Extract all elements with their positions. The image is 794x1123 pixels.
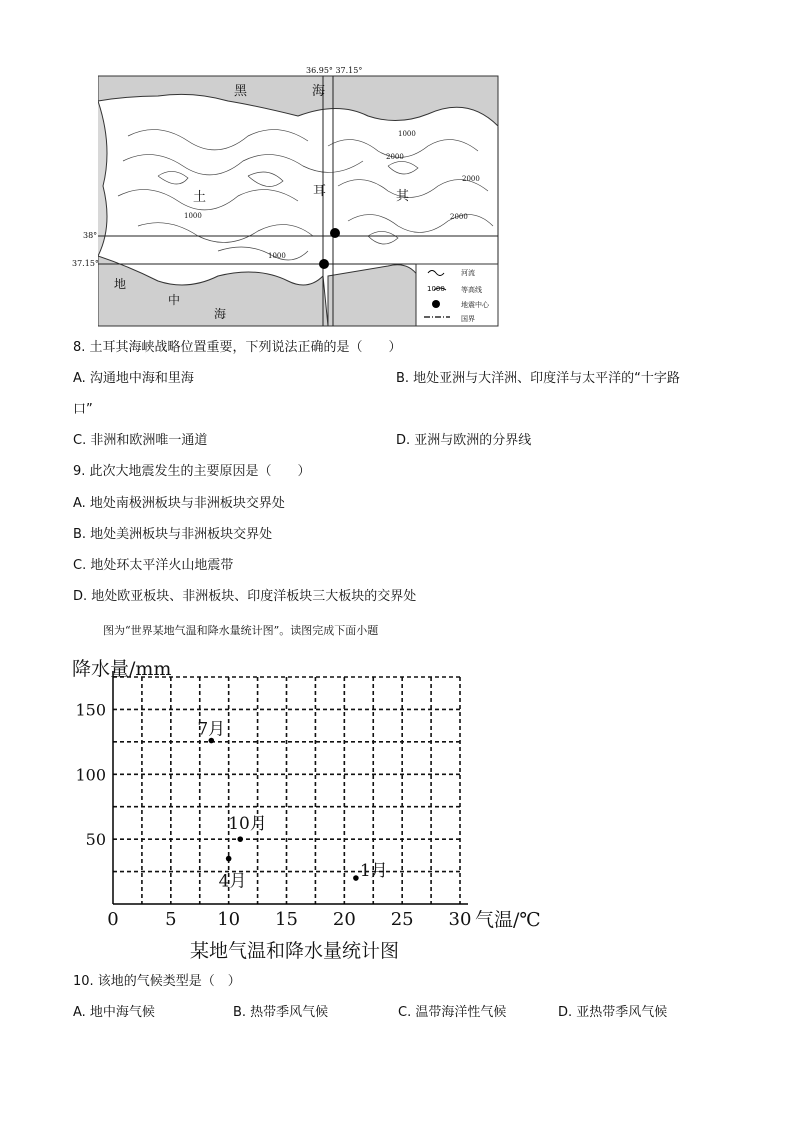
q10-option-b[interactable]: B. 热带季风气候 xyxy=(233,1005,329,1020)
map-label-turkey-2: 耳 xyxy=(313,184,327,199)
contour-label: 2000 xyxy=(462,175,480,183)
map-label-black-sea-1: 黑 xyxy=(234,84,248,99)
point-label: 1月 xyxy=(359,861,388,882)
epicenter-marker xyxy=(319,259,329,269)
data-point xyxy=(226,856,232,862)
map-label-med-3: 海 xyxy=(214,307,227,321)
contour-label: 1000 xyxy=(398,130,416,138)
point-label: 7月 xyxy=(197,719,226,740)
x-tick-label: 5 xyxy=(165,909,177,930)
x-tick-label: 20 xyxy=(332,909,356,930)
x-tick-label: 10 xyxy=(217,909,241,930)
legend-contour-label: 等高线 xyxy=(461,286,482,294)
q8-option-c[interactable]: C. 非洲和欧洲唯一通道 xyxy=(73,433,208,448)
q10-option-d[interactable]: D. 亚热带季风气候 xyxy=(558,1005,668,1020)
map-latitude-3715: 37.15° xyxy=(72,259,99,268)
q8-option-b[interactable]: B. 地处亚洲与大洋洲、印度洋与太平洋的“十字路 xyxy=(396,371,680,386)
legend-epicenter-label: 地震中心 xyxy=(461,301,489,309)
q8-option-a[interactable]: A. 沟通地中海和里海 xyxy=(73,371,194,386)
chart-xlabel: 气温/℃ xyxy=(475,909,541,931)
y-tick-label: 50 xyxy=(85,830,106,850)
epicenter-marker xyxy=(330,228,340,238)
contour-label: 2000 xyxy=(450,213,468,221)
q9-option-c[interactable]: C. 地处环太平洋火山地震带 xyxy=(73,558,234,573)
x-tick-label: 0 xyxy=(107,909,119,930)
chart-ylabel: 降水量/mm xyxy=(72,658,172,680)
point-label: 10月 xyxy=(228,814,267,835)
map-label-black-sea-2: 海 xyxy=(312,84,326,99)
map-longitude-label: 36.95° 37.15° xyxy=(306,66,363,75)
question-8-stem: 8. 土耳其海峡战略位置重要，下列说法正确的是（ ） xyxy=(73,340,402,355)
q9-option-a[interactable]: A. 地处南极洲板块与非洲板块交界处 xyxy=(73,496,285,511)
question-9-stem: 9. 此次大地震发生的主要原因是（ ） xyxy=(73,464,311,479)
contour-label: 1000 xyxy=(268,252,286,260)
x-tick-label: 15 xyxy=(275,909,298,930)
legend-contour-value: 1000 xyxy=(427,285,445,293)
q8-option-d[interactable]: D. 亚洲与欧洲的分界线 xyxy=(396,433,532,448)
map-label-turkey-1: 土 xyxy=(193,190,207,205)
x-tick-label: 25 xyxy=(390,909,414,930)
map-label-med-1: 地 xyxy=(114,277,127,291)
y-tick-label: 150 xyxy=(75,700,106,720)
q10-option-c[interactable]: C. 温带海洋性气候 xyxy=(398,1005,507,1020)
data-point xyxy=(237,836,243,842)
chart-intro: 图为“世界某地气温和降水量统计图”。读图完成下面小题 xyxy=(103,624,379,637)
map-label-med-2: 中 xyxy=(168,293,181,307)
y-tick-label: 100 xyxy=(75,765,106,785)
data-point xyxy=(353,875,359,881)
chart-title: 某地气温和降水量统计图 xyxy=(190,940,400,962)
map-label-turkey-3: 其 xyxy=(396,189,410,204)
q10-option-a[interactable]: A. 地中海气候 xyxy=(73,1005,155,1020)
contour-label: 2000 xyxy=(386,153,404,161)
contour-label: 1000 xyxy=(184,212,202,220)
point-label: 4月 xyxy=(218,871,247,892)
q9-option-d[interactable]: D. 地处欧亚板块、非洲板块、印度洋板块三大板块的交界处 xyxy=(73,589,417,604)
q8-option-b-cont: 口” xyxy=(73,402,93,417)
legend-border-label: 国界 xyxy=(461,315,475,323)
legend-river-label: 河流 xyxy=(461,269,475,277)
map-latitude-38: 38° xyxy=(83,231,98,240)
question-10-stem: 10. 该地的气候类型是（ ） xyxy=(73,974,241,989)
q9-option-b[interactable]: B. 地处美洲板块与非洲板块交界处 xyxy=(73,527,273,542)
x-tick-label: 30 xyxy=(448,909,472,930)
